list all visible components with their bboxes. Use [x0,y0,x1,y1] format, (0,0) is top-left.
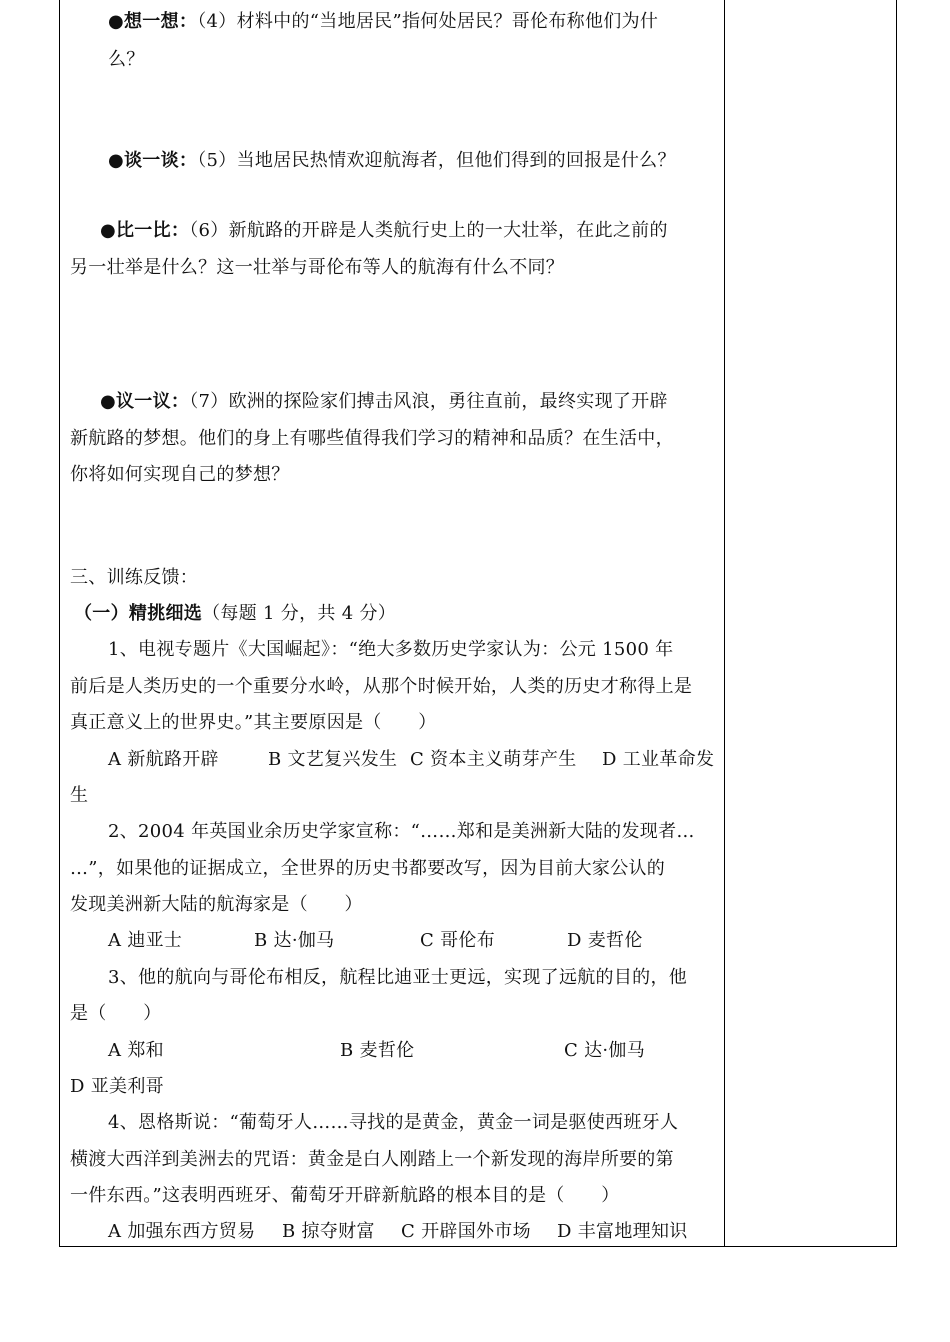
question-7 [100,390,668,414]
mcq-1-option-b: B 文艺复兴发生 [268,749,398,770]
question-5 [108,149,676,173]
table-divider [724,0,725,1247]
mcq-2-line-3: 发现美洲新大陆的航海家是（ ） [70,894,363,915]
mcq-4-option-c: C 开辟国外市场 [401,1221,531,1242]
mcq-4-option-d: D 丰富地理知识 [557,1221,688,1242]
mcq-1-option-d: D 工业革命发 [602,749,715,770]
question-7-cont-2: 你将如何实现自己的梦想？ [70,464,290,485]
question-6 [100,219,668,243]
mcq-3-option-b: B 麦哲伦 [340,1040,415,1061]
question-6-label: ●比一比： [100,220,190,241]
mcq-3-option-c: C 达·伽马 [564,1040,646,1061]
mcq-1-line-3: 真正意义上的世界史。”其主要原因是（ ） [70,712,437,733]
question-4 [108,10,658,34]
mcq-3-line-1: 3、他的航向与哥伦布相反，航程比迪亚士更远，实现了远航的目的，他 [108,967,688,988]
mcq-4-option-a: A 加强东西方贸易 [108,1221,256,1242]
table-bottom-border [59,1246,897,1247]
table-right-border [896,0,897,1247]
mcq-3-option-d: D 亚美利哥 [70,1076,164,1097]
question-4-text: （4）材料中的“当地居民”指何处居民？哥伦布称他们为什 [197,11,659,32]
mcq-1-option-a: A 新航路开辟 [108,749,219,770]
subsection-score: （每题 1 分，共 4 分） [202,603,397,624]
mcq-3-option-a: A 郑和 [108,1040,164,1061]
mcq-4-line-2: 横渡大西洋到美洲去的咒语：黄金是白人刚踏上一个新发现的海岸所要的第 [70,1149,674,1170]
question-7-label: ●议一议： [100,391,190,412]
mcq-2-option-c: C 哥伦布 [420,930,495,951]
question-4-label: ●想一想： [108,11,198,32]
question-6-cont: 另一壮举是什么？这一壮举与哥伦布等人的航海有什么不同？ [70,257,565,278]
question-7-cont-1: 新航路的梦想。他们的身上有哪些值得我们学习的精神和品质？在生活中， [70,428,674,449]
mcq-1-line-2: 前后是人类历史的一个重要分水岭，从那个时候开始，人类的历史才称得上是 [70,676,693,697]
mcq-1-option-c: C 资本主义萌芽产生 [410,749,577,770]
question-6-text: （6）新航路的开辟是人类航行史上的一大壮举，在此之前的 [189,220,668,241]
subsection-heading [74,602,396,626]
mcq-1-option-d-cont: 生 [70,785,89,806]
mcq-2-line-1: 2、2004 年英国业余历史学家宣称：“……郑和是美洲新大陆的发现者… [108,821,695,842]
mcq-2-option-b: B 达·伽马 [254,930,335,951]
mcq-2-line-2: …”，如果他的证据成立，全世界的历史书都要改写，因为目前大家公认的 [70,858,666,879]
mcq-4-line-1: 4、恩格斯说：“葡萄牙人……寻找的是黄金，黄金一词是驱使西班牙人 [108,1112,679,1133]
mcq-4-line-3: 一件东西。”这表明西班牙、葡萄牙开辟新航路的根本目的是（ ） [70,1185,620,1206]
subsection-title: （一）精挑细选 [74,603,203,624]
question-4-cont: 么？ [108,49,145,70]
mcq-2-option-a: A 迪亚士 [108,930,183,951]
question-7-text: （7）欧洲的探险家们搏击风浪，勇往直前，最终实现了开辟 [189,391,668,412]
table-left-border [59,0,60,1247]
mcq-1-line-1: 1、电视专题片《大国崛起》：“绝大多数历史学家认为：公元 1500 年 [108,639,674,660]
mcq-2-option-d: D 麦哲伦 [567,930,643,951]
section-heading: 三、训练反馈： [70,567,199,588]
question-5-text: （5）当地居民热情欢迎航海者，但他们得到的回报是什么？ [197,150,676,171]
question-5-label: ●谈一谈： [108,150,198,171]
mcq-3-line-2: 是（ ） [70,1003,162,1024]
mcq-4-option-b: B 掠夺财富 [282,1221,375,1242]
